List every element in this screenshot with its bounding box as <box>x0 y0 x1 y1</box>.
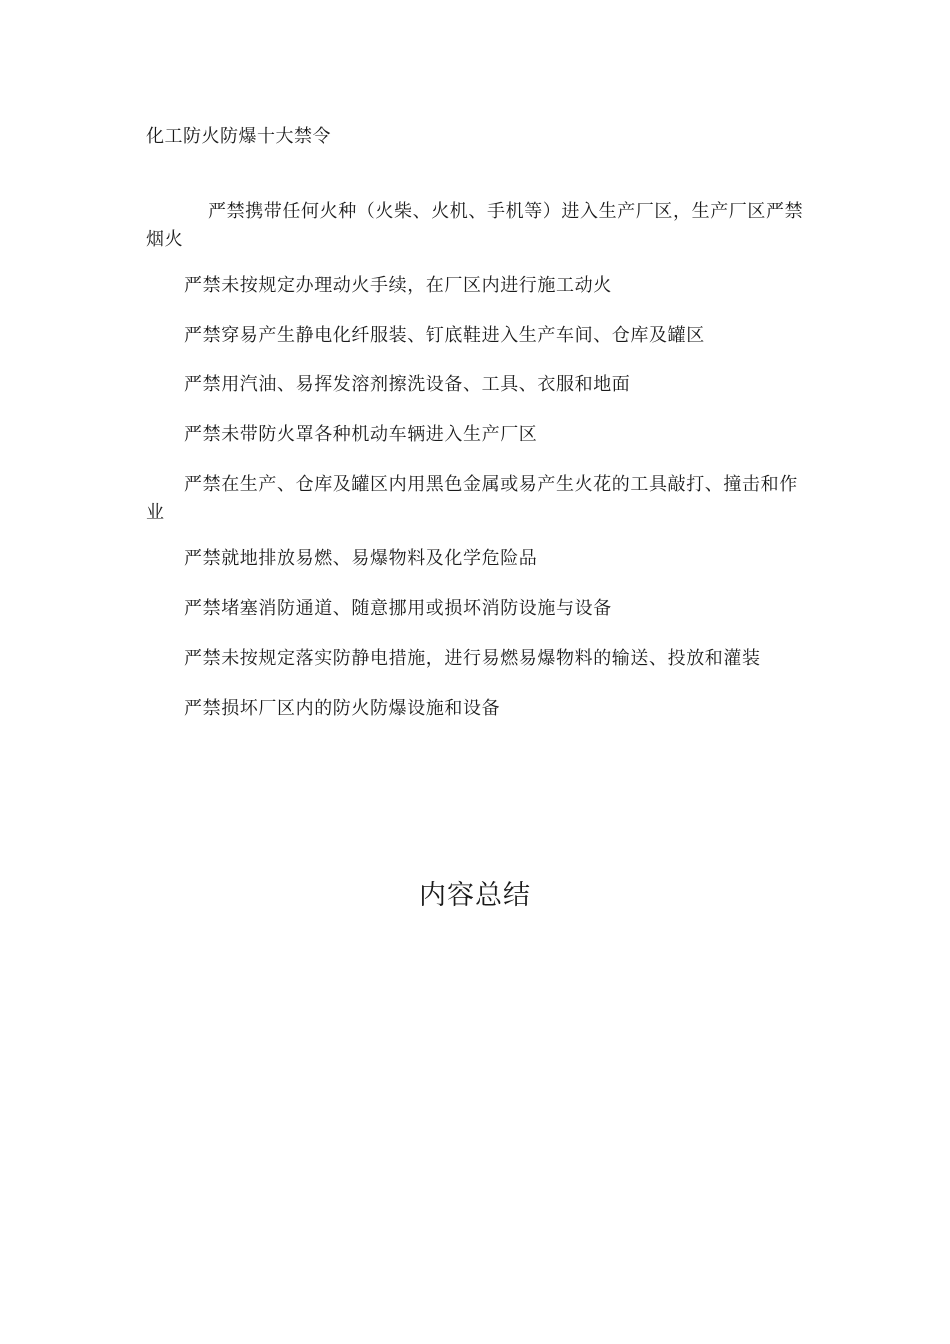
rule-item-2: 严禁未按规定办理动火手续，在厂区内进行施工动火 <box>184 275 612 296</box>
rule-item-5: 严禁未带防火罩各种机动车辆进入生产厂区 <box>184 424 538 445</box>
rule-item-7: 严禁就地排放易燃、易爆物料及化学危险品 <box>184 548 538 569</box>
rule-item-8: 严禁堵塞消防通道、随意挪用或损坏消防设施与设备 <box>184 598 612 619</box>
document-title: 化工防火防爆十大禁令 <box>146 126 331 147</box>
rule-item-9: 严禁未按规定落实防静电措施，进行易燃易爆物料的输送、投放和灌装 <box>184 648 761 669</box>
summary-heading: 内容总结 <box>419 880 531 911</box>
rule-item-1: 严禁携带任何火种（火柴、火机、手机等）进入生产厂区，生产厂区严禁烟火 <box>146 201 804 250</box>
rule-item-4: 严禁用汽油、易挥发溶剂擦洗设备、工具、衣服和地面 <box>184 374 631 395</box>
rule-item-10: 严禁损坏厂区内的防火防爆设施和设备 <box>184 698 501 719</box>
rule-item-3: 严禁穿易产生静电化纤服装、钉底鞋进入生产车间、仓库及罐区 <box>184 325 705 346</box>
rule-item-6: 严禁在生产、仓库及罐区内用黑色金属或易产生火花的工具敲打、撞击和作业 <box>146 474 798 523</box>
